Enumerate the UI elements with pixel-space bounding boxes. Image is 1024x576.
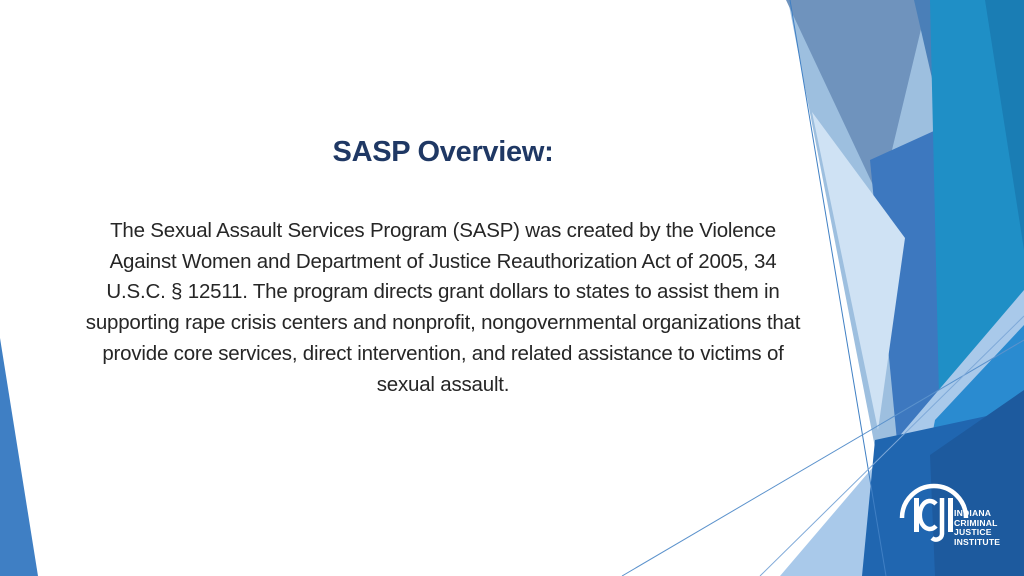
logo-line-institute: INSTITUTE [954, 536, 1001, 547]
logo-line-criminal: CRIMINAL [954, 517, 998, 528]
slide-title: SASP Overview: [332, 136, 554, 168]
slide-body-text: The Sexual Assault Services Program (SASP) was created by the Violence Against Women and Department of Justice Reauthorization Act of 2005, 34 U.S.C. § 12511. The program directs grant dollars to states to assist them in supporting rape crisis centers and nonprofit, nongovernmental organizations that provide core services, direct intervention, and related assistance to victims of sexual assault. [85, 219, 801, 396]
logo-line-indiana: INDIANA [954, 508, 992, 518]
left-edge-stripe [0, 338, 38, 576]
logo-text [954, 509, 1000, 547]
logo-line-justice: JUSTICE [954, 527, 992, 538]
